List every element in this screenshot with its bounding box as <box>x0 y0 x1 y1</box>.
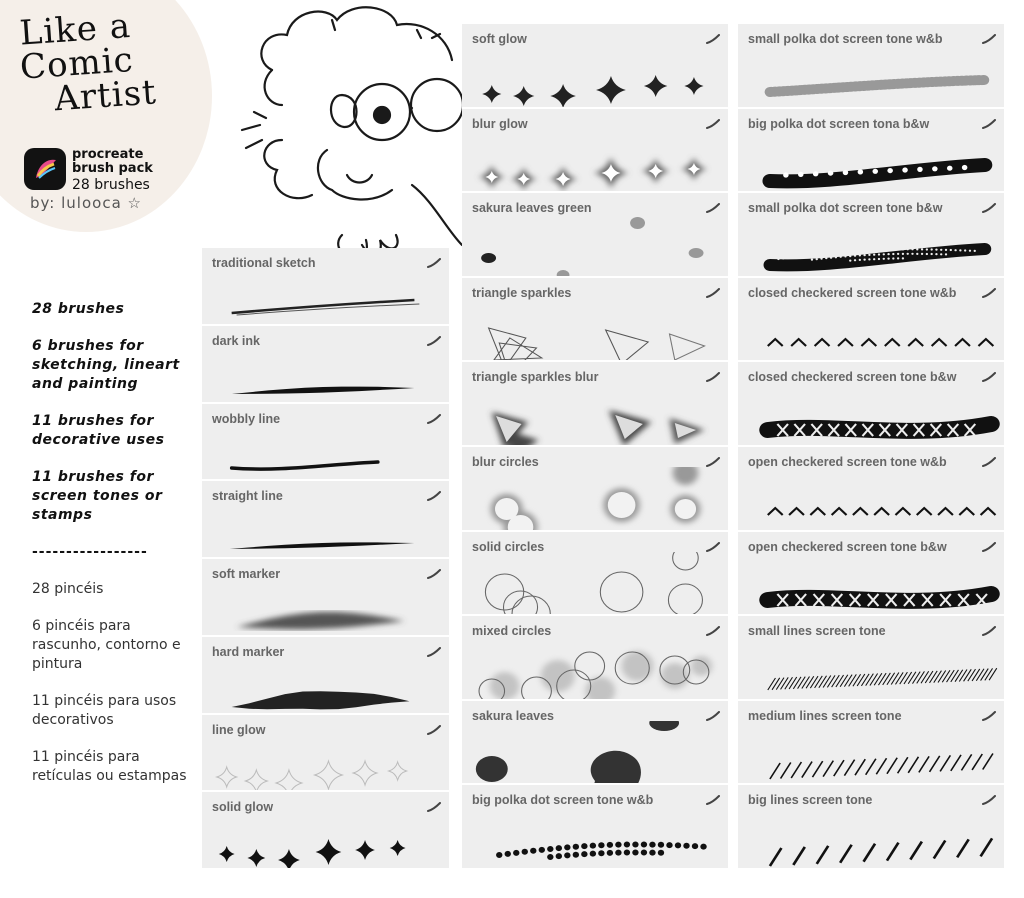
brush-card[interactable] <box>202 404 449 482</box>
brush-card[interactable] <box>738 447 1004 532</box>
desc-en-tones: 11 brushes for screen tones or stamps <box>32 469 163 523</box>
brush-edit-icon[interactable] <box>427 414 441 424</box>
brush-stroke-preview <box>462 298 728 361</box>
brush-edit-icon[interactable] <box>706 34 720 44</box>
brush-name: medium lines screen tone <box>748 708 902 723</box>
brush-column-right <box>738 24 1004 870</box>
brush-stroke-preview <box>462 44 728 107</box>
desc-en-sketching: 6 brushes for sketching, lineart and painting <box>32 338 180 392</box>
brush-card[interactable] <box>738 616 1004 701</box>
brush-name: closed checkered screen tone w&b <box>748 285 957 300</box>
logo-title-line-3: Artist <box>53 72 159 120</box>
pack-line-2: brush pack <box>72 161 153 176</box>
brush-card[interactable] <box>462 278 728 363</box>
brush-edit-icon[interactable] <box>427 258 441 268</box>
brush-stroke-preview <box>738 636 1004 699</box>
brush-name: small polka dot screen tone b&w <box>748 201 943 216</box>
brush-stroke-preview <box>738 44 1004 107</box>
brush-stroke-preview <box>738 382 1004 445</box>
brush-name: sakura leaves green <box>472 201 592 216</box>
brush-edit-icon[interactable] <box>982 203 996 213</box>
brush-stroke-preview <box>462 129 728 192</box>
brush-stroke-preview <box>462 213 728 276</box>
brush-name: sakura leaves <box>472 708 555 723</box>
byline <box>30 194 142 212</box>
brush-card[interactable] <box>738 193 1004 278</box>
brush-card[interactable] <box>462 785 728 870</box>
brush-name: closed checkered screen tone b&w <box>748 370 957 385</box>
brush-card[interactable] <box>462 532 728 617</box>
brush-card[interactable] <box>738 362 1004 447</box>
brush-name: triangle sparkles blur <box>472 370 599 385</box>
brush-card[interactable] <box>462 362 728 447</box>
brush-edit-icon[interactable] <box>427 491 441 501</box>
brush-stroke-preview <box>462 552 728 615</box>
brush-stroke-preview <box>462 805 728 868</box>
brush-card[interactable] <box>202 248 449 326</box>
brush-name: dark ink <box>212 333 260 348</box>
desc-en-decorative: 11 brushes for decorative uses <box>32 413 165 448</box>
brush-card[interactable] <box>202 792 449 870</box>
logo-title-line-1: Like a <box>18 5 133 54</box>
brush-edit-icon[interactable] <box>706 626 720 636</box>
brush-stroke-preview <box>462 636 728 699</box>
brush-stroke-preview <box>202 346 449 402</box>
brush-stroke-preview <box>202 424 449 480</box>
brush-name: mixed circles <box>472 624 552 639</box>
desc-pt-decorative: 11 pincéis para usos decorativos <box>32 693 177 728</box>
brush-edit-icon[interactable] <box>706 372 720 382</box>
brush-stroke-preview <box>738 552 1004 615</box>
brush-edit-icon[interactable] <box>982 795 996 805</box>
brush-card[interactable] <box>738 24 1004 109</box>
brush-stroke-preview <box>738 805 1004 868</box>
brush-card[interactable] <box>202 637 449 715</box>
desc-en-total: 28 brushes <box>32 301 125 317</box>
brush-name: traditional sketch <box>212 256 316 270</box>
desc-divider: ----------------- <box>32 544 148 560</box>
brush-card[interactable] <box>202 559 449 637</box>
brush-name: small lines screen tone <box>748 624 886 639</box>
brush-card[interactable] <box>462 109 728 194</box>
brush-edit-icon[interactable] <box>706 711 720 721</box>
character-sketch-image <box>232 0 466 262</box>
brush-stroke-preview <box>202 735 449 791</box>
desc-pt-tones: 11 pincéis para retículas ou estampas <box>32 749 187 784</box>
brush-stroke-preview <box>738 467 1004 530</box>
brush-edit-icon[interactable] <box>982 711 996 721</box>
brush-card[interactable] <box>202 481 449 559</box>
brush-name: small polka dot screen tone w&b <box>748 32 943 46</box>
brush-card[interactable] <box>462 193 728 278</box>
brush-name: triangle sparkles <box>472 285 572 300</box>
brush-name: open checkered screen tone b&w <box>748 539 947 554</box>
brush-edit-icon[interactable] <box>427 725 441 735</box>
brush-stroke-preview <box>738 721 1004 784</box>
brush-edit-icon[interactable] <box>427 336 441 346</box>
brush-column-middle <box>462 24 728 870</box>
desc-pt-sketching: 6 pincéis para rascunho, contorno e pintura <box>32 618 181 672</box>
brush-card[interactable] <box>738 532 1004 617</box>
brush-edit-icon[interactable] <box>982 457 996 467</box>
brush-stroke-preview <box>738 298 1004 361</box>
procreate-app-icon <box>24 148 66 190</box>
brush-name: wobbly line <box>212 411 281 426</box>
brush-card[interactable] <box>462 616 728 701</box>
pack-line-1: procreate <box>72 147 144 162</box>
brush-card[interactable] <box>738 109 1004 194</box>
brush-stroke-preview <box>202 657 449 713</box>
brush-name: big polka dot screen tone w&b <box>472 793 654 808</box>
brush-name: big polka dot screen tona b&w <box>748 116 930 131</box>
brush-edit-icon[interactable] <box>427 802 441 812</box>
brush-edit-icon[interactable] <box>982 288 996 298</box>
brush-stroke-preview <box>462 467 728 530</box>
brush-card[interactable] <box>462 24 728 109</box>
brush-edit-icon[interactable] <box>706 203 720 213</box>
byline-text: by: lulooca <box>30 194 122 212</box>
brush-name: big lines screen tone <box>748 793 873 808</box>
brush-name: open checkered screen tone w&b <box>748 455 947 469</box>
brush-edit-icon[interactable] <box>706 119 720 129</box>
brush-stroke-preview <box>202 579 449 635</box>
brush-stroke-preview <box>202 501 449 557</box>
brush-edit-icon[interactable] <box>982 34 996 44</box>
brush-name: soft glow <box>472 32 527 46</box>
brush-edit-icon[interactable] <box>982 119 996 129</box>
brush-column-left <box>202 248 449 870</box>
brush-stroke-preview <box>202 268 449 324</box>
brush-name: line glow <box>212 722 266 737</box>
brush-card[interactable] <box>462 447 728 532</box>
desc-pt-total: 28 pincéis <box>32 581 104 597</box>
brush-name: solid glow <box>212 800 274 815</box>
brush-edit-icon[interactable] <box>706 457 720 467</box>
brush-card[interactable] <box>738 785 1004 870</box>
brush-edit-icon[interactable] <box>982 626 996 636</box>
brush-edit-icon[interactable] <box>706 542 720 552</box>
brush-edit-icon[interactable] <box>427 569 441 579</box>
brush-name: straight line <box>212 489 283 504</box>
brush-edit-icon[interactable] <box>427 647 441 657</box>
brush-card[interactable] <box>202 326 449 404</box>
brush-name: soft marker <box>212 567 281 581</box>
brush-stroke-preview <box>462 721 728 784</box>
brush-edit-icon[interactable] <box>706 795 720 805</box>
brush-edit-icon[interactable] <box>982 542 996 552</box>
star-outline-icon: ☆ <box>127 194 142 212</box>
logo-title-line-2: Comic <box>18 39 135 88</box>
brush-stroke-preview <box>738 129 1004 192</box>
pack-label <box>72 148 153 176</box>
brush-stroke-preview <box>462 382 728 445</box>
brush-edit-icon[interactable] <box>982 372 996 382</box>
brush-card[interactable] <box>738 701 1004 786</box>
brush-card[interactable] <box>462 701 728 786</box>
description-panel <box>32 300 202 804</box>
brush-name: solid circles <box>472 539 545 554</box>
brush-stroke-preview <box>202 812 449 868</box>
brush-name: blur circles <box>472 455 539 469</box>
logo-title <box>18 5 159 120</box>
brush-count: 28 brushes <box>72 177 150 193</box>
brush-edit-icon[interactable] <box>706 288 720 298</box>
brush-card[interactable] <box>738 278 1004 363</box>
brush-card[interactable] <box>202 715 449 793</box>
brush-name: blur glow <box>472 116 528 131</box>
brush-name: hard marker <box>212 644 285 659</box>
brush-stroke-preview <box>738 213 1004 276</box>
